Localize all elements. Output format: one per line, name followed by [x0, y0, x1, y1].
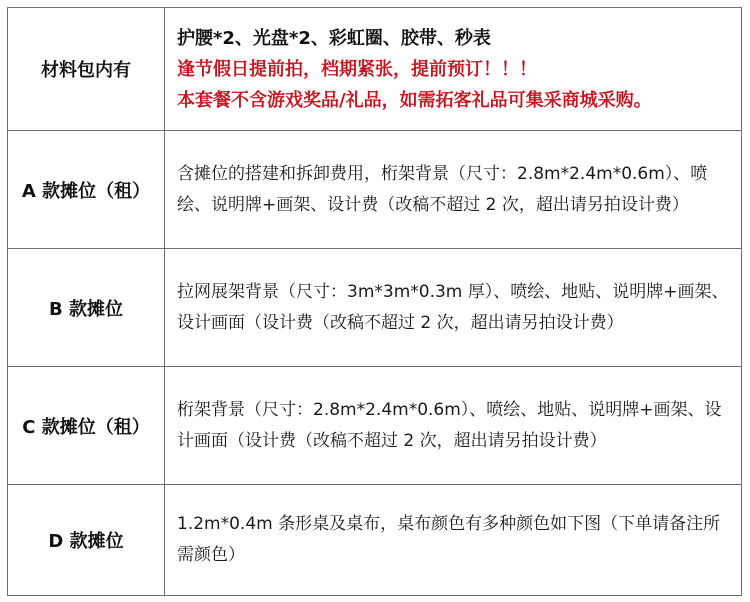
table-row-materials — [8, 8, 742, 131]
table-row-booth-a — [8, 131, 742, 249]
booth-a-label: A 款摊位（租） — [8, 131, 165, 249]
booth-d-description: 1.2m*0.4m 条形桌及桌布，桌布颜色有多种颜色如下图（下单请备注所需颜色） — [177, 514, 721, 565]
gift-exclusion-notice: 本套餐不含游戏奖品/礼品，如需拓客礼品可集采商城采购。 — [177, 89, 652, 111]
holiday-booking-notice: 逢节假日提前拍，档期紧张，提前预订！！！ — [177, 58, 537, 80]
materials-label: 材料包内有 — [8, 8, 165, 131]
materials-content — [165, 8, 742, 131]
booth-c-description: 桁架背景（尺寸：2.8m*2.4m*0.6m）、喷绘、地贴、说明牌+画架、设计画面（设计费（改稿不超过 2 次，超出请另拍设计费） — [177, 399, 722, 451]
booth-b-label: B 款摊位 — [8, 249, 165, 367]
table-row-booth-d — [8, 485, 742, 596]
booth-b-description: 拉网展架背景（尺寸：3m*3m*0.3m 厚）、喷绘、地贴、说明牌+画架、设计画面（设计费（改稿不超过 2 次，超出请另拍设计费） — [177, 281, 729, 333]
booth-c-label: C 款摊位（租） — [8, 367, 165, 485]
table-row-booth-b — [8, 249, 742, 367]
booth-d-content — [165, 485, 742, 596]
table-row-booth-c — [8, 367, 742, 485]
booth-c-content — [165, 367, 742, 485]
booth-a-content — [165, 131, 742, 249]
package-info-table — [7, 7, 742, 596]
booth-b-content — [165, 249, 742, 367]
booth-d-label: D 款摊位 — [8, 485, 165, 596]
booth-a-description: 含摊位的搭建和拆卸费用，桁架背景（尺寸：2.8m*2.4m*0.6m）、喷绘、说明牌+画架、设计费（改稿不超过 2 次，超出请另拍设计费） — [177, 163, 708, 215]
materials-items: 护腰*2、光盘*2、彩虹圈、胶带、秒表 — [177, 27, 491, 49]
